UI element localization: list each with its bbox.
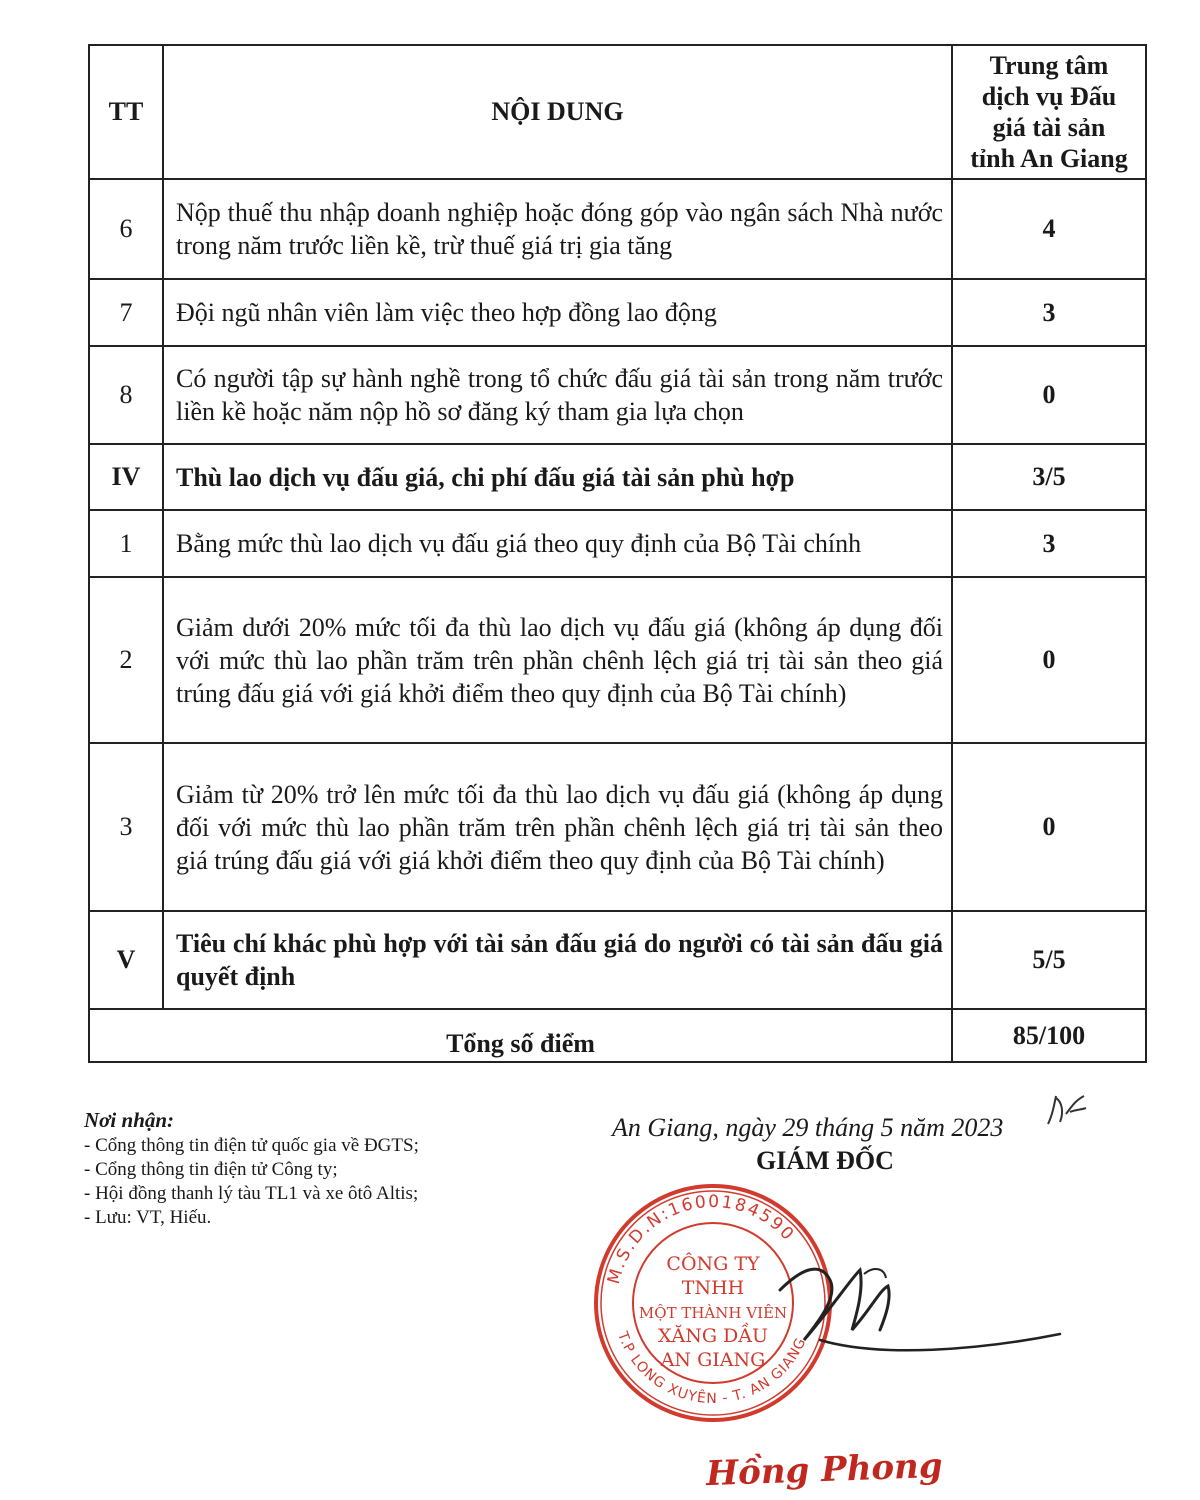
row-content: Bằng mức thù lao dịch vụ đấu giá theo quy định của Bộ Tài chính <box>163 510 952 577</box>
signer-role: GIÁM ĐỐC <box>756 1146 894 1175</box>
row-score: 3/5 <box>952 444 1146 510</box>
row-score: 5/5 <box>952 911 1146 1009</box>
recipient-item: - Cổng thông tin điện tử quốc gia về ĐGTS; <box>84 1135 419 1156</box>
table-row <box>89 346 1146 444</box>
header-noi-dung: NỘI DUNG <box>163 45 952 179</box>
table-row-section <box>89 444 1146 510</box>
header-score-column <box>952 45 1146 179</box>
handwritten-signature-icon <box>760 1230 1080 1390</box>
table-row-section <box>89 911 1146 1009</box>
row-score: 0 <box>952 743 1146 911</box>
row-score: 3 <box>952 510 1146 577</box>
table-row <box>89 743 1146 911</box>
seal-line: MỘT THÀNH VIÊN <box>638 1304 788 1322</box>
row-number: IV <box>89 444 163 510</box>
table-row <box>89 510 1146 577</box>
row-score: 3 <box>952 279 1146 346</box>
table-header-row <box>89 45 1146 179</box>
recipients-block <box>84 1108 419 1230</box>
row-content: Tiêu chí khác phù hợp với tài sản đấu giá do người có tài sản đấu giá quyết định <box>163 911 952 1009</box>
signer-name: Hồng Phong <box>705 1445 944 1495</box>
row-score: 0 <box>952 346 1146 444</box>
row-number: 7 <box>89 279 163 346</box>
row-content: Có người tập sự hành nghề trong tổ chức đấu giá tài sản trong năm trước liền kề hoặc năm nộp hồ sơ đăng ký tham gia lựa chọn <box>163 346 952 444</box>
total-label: Tổng số điểm <box>89 1009 952 1062</box>
row-number: 3 <box>89 743 163 911</box>
row-content: Giảm dưới 20% mức tối đa thù lao dịch vụ đấu giá (không áp dụng đối với mức thù lao phần trăm trên phần chênh lệch giá trị tài sản theo giá trúng đấu giá với giá khởi điểm theo quy định của Bộ Tài chính) <box>163 577 952 743</box>
seal-line: XĂNG DẦU <box>657 1325 769 1347</box>
recipient-item: - Hội đồng thanh lý tàu TL1 và xe ôtô Altis; <box>84 1183 419 1204</box>
header-score-line: dịch vụ Đấu <box>981 82 1117 111</box>
row-number: V <box>89 911 163 1009</box>
row-number: 2 <box>89 577 163 743</box>
row-score: 4 <box>952 179 1146 279</box>
signature-block <box>612 1112 1082 1176</box>
date-line: An Giang, ngày 29 tháng 5 năm 2023 <box>612 1113 1004 1142</box>
row-content: Thù lao dịch vụ đấu giá, chi phí đấu giá tài sản phù hợp <box>163 444 952 510</box>
row-number: 8 <box>89 346 163 444</box>
table-row <box>89 179 1146 279</box>
row-content: Giảm từ 20% trở lên mức tối đa thù lao dịch vụ đấu giá (không áp dụng đối với mức thù lao phần trăm trên phần chênh lệch giá trị tài sản theo giá trúng đấu giá với giá khởi điểm theo quy định của Bộ Tài chính) <box>163 743 952 911</box>
recipient-item: - Cổng thông tin điện tử Công ty; <box>84 1159 338 1180</box>
header-tt: TT <box>89 45 163 179</box>
recipients-title: Nơi nhận: <box>84 1108 175 1132</box>
recipient-item: - Lưu: VT, Hiếu. <box>84 1207 212 1228</box>
total-score: 85/100 <box>952 1009 1146 1062</box>
row-content: Nộp thuế thu nhập doanh nghiệp hoặc đóng góp vào ngân sách Nhà nước trong năm trước liền kề, trừ thuế giá trị gia tăng <box>163 179 952 279</box>
seal-bottom-text: T.P LONG XUYÊN - T. AN GIANG <box>614 1329 810 1408</box>
table-row <box>89 279 1146 346</box>
score-table <box>88 44 1147 1063</box>
row-score: 0 <box>952 577 1146 743</box>
seal-line: CÔNG TY <box>666 1253 760 1275</box>
seal-outer-text: M.S.D.N:1600184590 <box>603 1191 799 1287</box>
table-body <box>89 179 1146 1062</box>
row-content: Đội ngũ nhân viên làm việc theo hợp đồng lao động <box>163 279 952 346</box>
header-score-line: Trung tâm <box>989 51 1109 80</box>
header-score-line: tỉnh An Giang <box>970 144 1128 173</box>
table-row <box>89 577 1146 743</box>
total-row <box>89 1009 1146 1062</box>
header-score-line: giá tài sản <box>992 113 1106 142</box>
seal-line: TNHH <box>681 1277 745 1299</box>
row-number: 1 <box>89 510 163 577</box>
row-number: 6 <box>89 179 163 279</box>
initial-mark-icon <box>1040 1086 1090 1136</box>
seal-line: AN GIANG <box>660 1349 766 1371</box>
